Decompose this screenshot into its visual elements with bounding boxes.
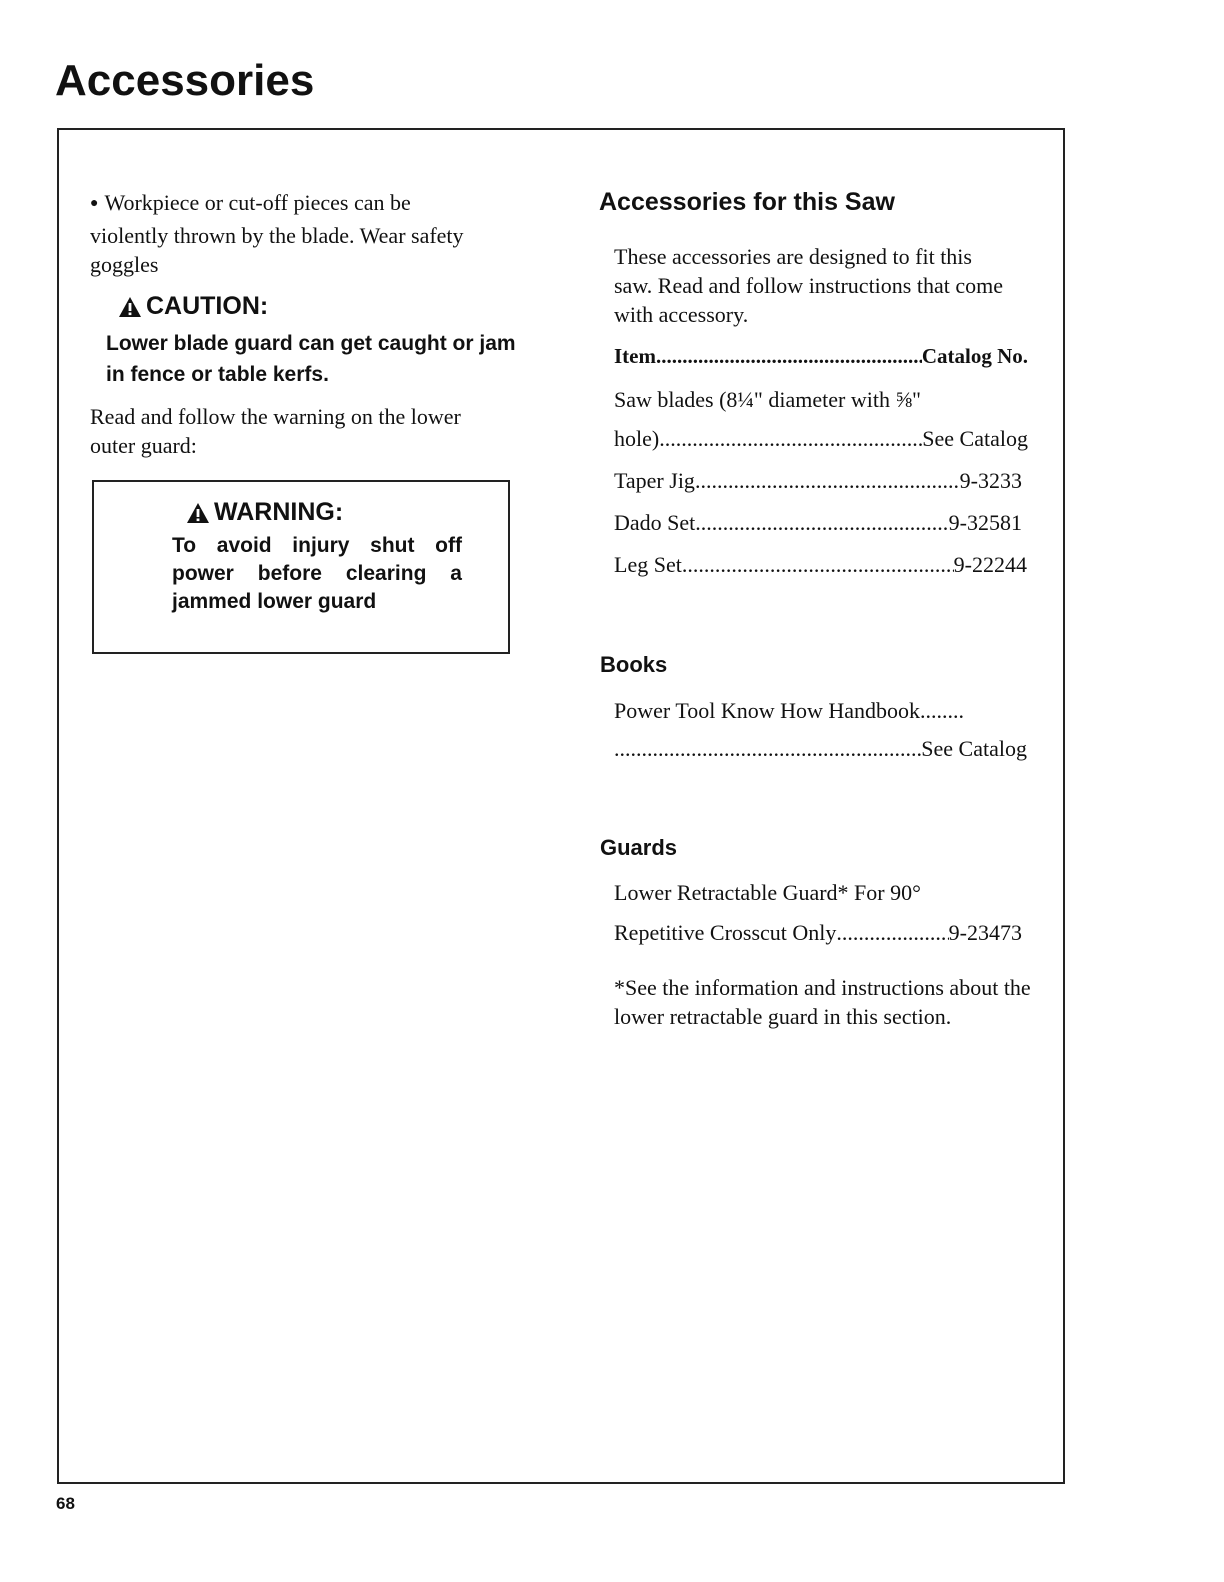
accessories-section-title: Accessories for this Saw bbox=[599, 188, 895, 216]
leader-dots bbox=[836, 918, 948, 947]
guards-line: Lower Retractable Guard* For 90° bbox=[614, 880, 921, 905]
table-row bbox=[614, 424, 1028, 453]
page-number: 68 bbox=[56, 1494, 75, 1513]
table-header bbox=[614, 342, 1028, 371]
row-value: See Catalog bbox=[922, 426, 1028, 451]
catalog-header: Catalog No. bbox=[921, 344, 1028, 368]
books-line: Power Tool Know How Handbook........ bbox=[614, 698, 965, 723]
row-label: hole) bbox=[614, 426, 660, 451]
warning-heading bbox=[186, 498, 343, 527]
leader-dots bbox=[614, 734, 921, 763]
item-header: Item bbox=[614, 344, 656, 368]
table-row bbox=[614, 734, 1027, 763]
row-label: Leg Set bbox=[614, 552, 682, 577]
caution-alert-icon bbox=[118, 296, 142, 318]
caution-heading bbox=[118, 292, 268, 321]
row-value: See Catalog bbox=[921, 736, 1027, 761]
table-row bbox=[614, 466, 1022, 495]
caution-label: CAUTION: bbox=[146, 292, 269, 320]
guards-footnote: *See the information and instructions about the lower retractable guard in this section. bbox=[614, 975, 1031, 1029]
row-value: 9-23473 bbox=[948, 920, 1022, 945]
leader-dots bbox=[682, 550, 954, 579]
guards-section-title: Guards bbox=[600, 835, 678, 860]
books-section-title: Books bbox=[600, 652, 668, 677]
bullet-icon: ● bbox=[90, 196, 99, 211]
row-value: 9-22244 bbox=[953, 552, 1027, 577]
row-value: 9-3233 bbox=[959, 468, 1022, 493]
row-label: Repetitive Crosscut Only bbox=[614, 920, 837, 945]
read-warning-text: Read and follow the warning on the lower outer guard: bbox=[90, 404, 461, 458]
bullet-text: Workpiece or cut-off pieces can be violently thrown by the blade. Wear safety goggles bbox=[90, 190, 464, 277]
warning-box bbox=[92, 480, 510, 654]
leader-dots bbox=[659, 424, 922, 453]
bullet-paragraph bbox=[90, 188, 490, 279]
table-row bbox=[614, 508, 1022, 537]
table-row bbox=[614, 918, 1022, 947]
row-label: Taper Jig bbox=[614, 468, 695, 493]
leader-dots bbox=[695, 508, 948, 537]
row-label: Dado Set bbox=[614, 510, 696, 535]
caution-text: Lower blade guard can get caught or jam in fence or table kerfs. bbox=[106, 332, 516, 386]
leader-dots bbox=[656, 342, 922, 371]
page-title: Accessories bbox=[55, 56, 315, 105]
table-row bbox=[614, 550, 1027, 579]
warning-alert-icon bbox=[186, 502, 210, 524]
row-value: 9-32581 bbox=[948, 510, 1022, 535]
leader-dots bbox=[695, 466, 960, 495]
warning-text: To avoid injury shut off power before clearing a jammed lower guard bbox=[172, 534, 462, 613]
saw-blades-line: Saw blades (8¼" diameter with ⅝" bbox=[614, 387, 921, 412]
accessories-intro: These accessories are designed to fit this saw. Read and follow instructions that come with accessory. bbox=[614, 244, 1003, 327]
warning-label: WARNING: bbox=[214, 498, 344, 526]
